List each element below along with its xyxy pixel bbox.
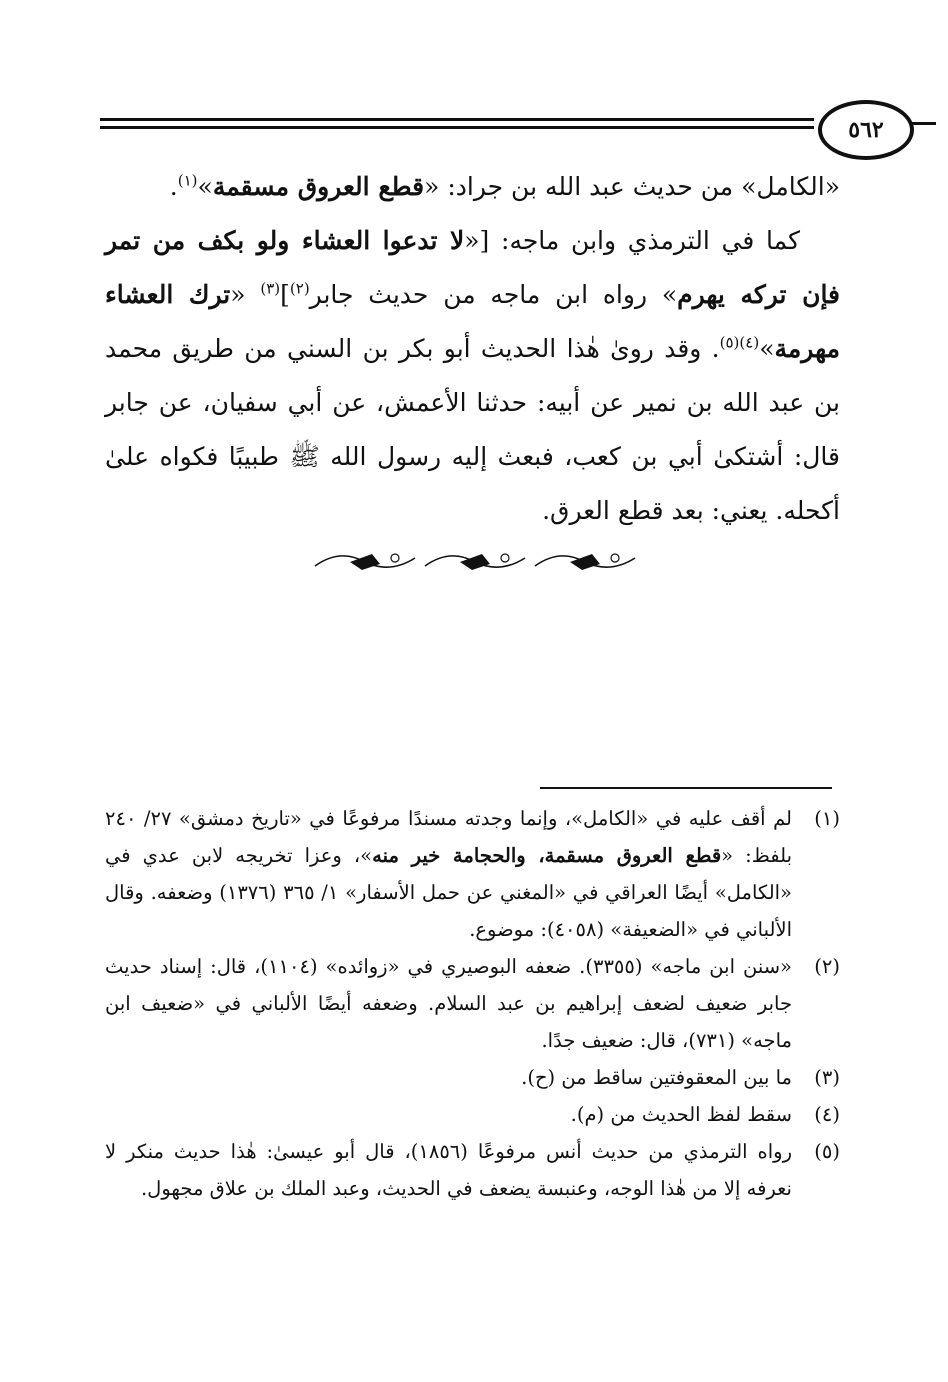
header-rule-top	[100, 118, 814, 121]
paragraph-1: «الكامل» من حديث عبد الله بن جراد: «قطع العروق مسقمة»$^{(١)}$.	[169, 171, 840, 201]
footnote-separator	[540, 787, 832, 789]
section-divider-ornament	[310, 540, 640, 580]
footnote-ref: (٢)	[289, 279, 310, 298]
bold-hadith: لا تدعوا العشاء ولو بكف من تمر فإن تركه يهرم	[105, 226, 841, 309]
page-header	[100, 96, 884, 156]
footnote-ref: (٤)	[739, 333, 760, 352]
footnote-2: (٢) «سنن ابن ماجه» (٣٣٥٥). ضعفه البوصيري في «زوائده» (١١٠٤)، قال: إسناد حديث جابر ضعيف لضعف إبراهيم بن عبد السلام. وضعفه أيضًا الألباني في «ضعيف ابن ماجه» (٧٣١)، قال: ضعيف جدًا.	[105, 955, 840, 1052]
footnote-ref: (١)	[177, 171, 198, 190]
bold-hadith: ترك العشاء مهرمة	[105, 280, 840, 363]
bold-hadith: قطع العروق مسقمة	[212, 172, 425, 201]
paragraph-2: كما في الترمذي وابن ماجه: [«لا تدعوا العشاء ولو بكف من تمر فإن تركه يهرم» رواه ابن ماجه من حديث جابر$^{(٢)}$]$^{(٣)}$ «ترك العشاء مهرمة»$^{(٤)(٥)}$. وقد روىٰ هٰذا الحديث أبو بكر بن السني من طريق محمد بن عبد الله بن نمير عن أبيه: حدثنا الأعمش، عن أبي سفيان، عن جابر قال: أشتكىٰ أبي بن كعب، فبعث إليه رسول الله ﷺ طبيبًا فكواه علىٰ أكحله. يعني: بعد قطع العرق.	[105, 226, 841, 525]
footnote-4: (٤) سقط لفظ الحديث من (م).	[570, 1103, 840, 1126]
footnote-ref: (٥)	[719, 333, 740, 352]
footnotes	[105, 800, 840, 1207]
footnote-1: (١) لم أقف عليه في «الكامل»، وإنما وجدته مسندًا مرفوعًا في «تاريخ دمشق» ٢٧/ ٢٤٠ بلفظ: «قطع العروق مسقمة، والحجامة خير منه»، وعزا تخريجه لابن عدي في «الكامل» أيضًا العراقي في «المغني عن حمل الأسفار» ١/ ٣٦٥ (١٣٧٦) وضعفه. وقال الألباني في «الضعيفة» (٤٠٥٨): موضوع.	[105, 807, 840, 941]
footnote-5: (٥) رواه الترمذي من حديث أنس مرفوعًا (١٨٥٦)، قال أبو عيسىٰ: هٰذا حديث منكر لا نعرفه إلا من هٰذا الوجه، وعنبسة يضعف في الحديث، وعبد الملك بن علاق مجهول.	[105, 1140, 840, 1200]
main-text	[105, 160, 840, 538]
header-rule-bottom	[100, 126, 814, 129]
footnote-ref: (٣)	[260, 279, 281, 298]
page-number: ٥٦٢	[818, 100, 914, 160]
footnote-3: (٣) ما بين المعقوفتين ساقط من (ح).	[521, 1066, 840, 1089]
